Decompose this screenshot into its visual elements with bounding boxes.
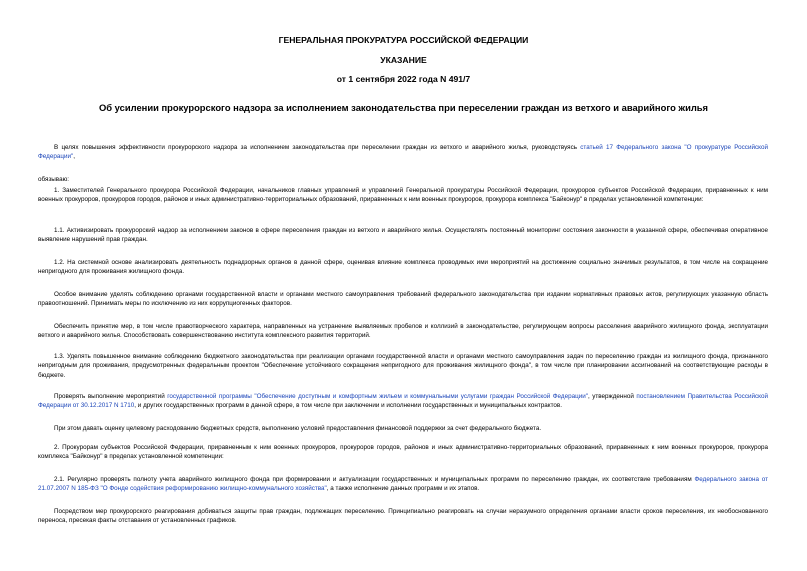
intro-end: , xyxy=(73,153,75,161)
state-program-link[interactable]: государственной программы "Обеспечение доступным и комфортным жильем и коммунальными услугами граждан Российской Федерации" xyxy=(167,393,588,400)
intro-text: В целях повышения эффективности прокурорского надзора за исполнением законодательства при переселении граждан из ветхого и аварийного жилья, руководствуясь xyxy=(54,144,581,151)
document-type: УКАЗАНИЕ xyxy=(380,55,427,65)
check-text-a: Проверять выполнение мероприятий xyxy=(54,393,168,400)
paragraph-1-2: 1.2. На системной основе анализировать деятельность поднадзорных органов в данной сфере, оценивая влияние комплекса проводимых ими мероприятий на достижение социально значимых результатов, в том числе на сокращение непригодного для проживания жилищного фонда. xyxy=(38,259,768,276)
paragraph-check-programs xyxy=(38,392,768,411)
paragraph-intro xyxy=(38,143,768,162)
law-article-17-link[interactable]: статьей 17 Федерального закона "О прокуратуре Российской Федерации" xyxy=(38,144,768,161)
paragraph-special-attention: Особое внимание уделять соблюдению органами государственной власти и органами местного самоуправления требований федерального законодательства при издании нормативных правовых актов, регулирующих указанную область правоотношений. Принимать меры по исключению из них коррупциогенных факторов. xyxy=(38,291,768,308)
p2-1-text-b: , а также исполнение данных программ и их этапов. xyxy=(326,485,480,493)
p2-1-text-a: 2.1. Регулярно проверять полноту учета аварийного жилищного фонда при формировании и актуализации государственных и муниципальных программ по переселению граждан, их соответствие требованиям xyxy=(54,476,695,483)
check-text-b: , утвержденной xyxy=(587,393,637,400)
document-date-number: от 1 сентября 2022 года N 491/7 xyxy=(336,74,471,84)
federal-law-185-link[interactable]: Федерального закона от 21.07.2007 N 185-ФЗ "О Фонде содействия реформированию жилищно-коммунального хозяйства" xyxy=(38,476,769,493)
document-title: Об усилении прокурорского надзора за исполнением законодательства при переселении граждан из ветхого и аварийного жилья xyxy=(98,102,709,113)
paragraph-1: 1. Заместителей Генерального прокурора Российской Федерации, начальников главных управлений и управлений Генеральной прокуратуры Российской Федерации, прокуроров субъектов Российской Федерации, приравненных к ним военных прокуроров, прокуроров городов, районов и иных административно-территориальных образований, приравненных к ним военных прокуроров, прокурора комплекса "Байконур" в пределах установленной компетенции: xyxy=(38,187,768,204)
paragraph-1-3: 1.3. Уделять повышенное внимание соблюдению бюджетного законодательства при реализации органами государственной власти и органами местного самоуправления задач по переселению граждан из жилищного фонда, признанного непригодным для проживания, предусмотренных федеральным проектом "Обеспечение устойчивого сокращения непригодного для проживания жилищного фонда", в том числе при планировании ассигнований на соответствующие расходы в бюджете. xyxy=(38,353,768,379)
paragraph-1-1: 1.1. Активизировать прокурорский надзор за исполнением законов в сфере переселения граждан из ветхого и аварийного жилья. Осуществлять постоянный мониторинг состояния законности в указанной сфере, обеспечивая оперативное выявление нарушений прав граждан. xyxy=(38,227,768,244)
paragraph-assess-spending: При этом давать оценку целевому расходованию бюджетных средств, выполнению условий предоставления финансовой поддержки за счет федерального бюджета. xyxy=(54,425,542,432)
paragraph-2: 2. Прокурорам субъектов Российской Федерации, приравненным к ним военных прокуроров, прокуроров городов, районов и иных административно-территориальных образований, приравненных к ним военных прокуроров, прокурора комплекса "Байконур" в пределах установленной компетенции: xyxy=(38,444,768,461)
paragraph-obliging: обязываю: xyxy=(38,176,70,183)
issuing-authority: ГЕНЕРАЛЬНАЯ ПРОКУРАТУРА РОССИЙСКОЙ ФЕДЕРАЦИИ xyxy=(278,35,529,45)
paragraph-ensure-measures: Обеспечить принятие мер, в том числе правотворческого характера, направленных на устранение выявляемых пробелов и коллизий в законодательстве, регулирующем вопросы расселения аварийного жилищного фонда, эксплуатации ветхого и аварийного жилья. Способствовать совершенствованию института комплексного развития территорий. xyxy=(38,323,768,340)
check-text-c: , и других государственных программ в данной сфере, в том числе при заключении и исполнении государственных и муниципальных контрактов. xyxy=(134,402,563,410)
paragraph-final: Посредством мер прокурорского реагирования добиваться защиты прав граждан, подлежащих переселению. Принципиально реагировать на случаи неразумного определения органами власти сроков переселения, их необоснованного переноса, пресекая факты отставания от установленных графиков. xyxy=(38,508,768,525)
government-decree-link[interactable]: постановлением Правительства Российской Федерации от 30.12.2017 N 1710 xyxy=(38,393,768,410)
paragraph-2-1 xyxy=(38,475,768,494)
